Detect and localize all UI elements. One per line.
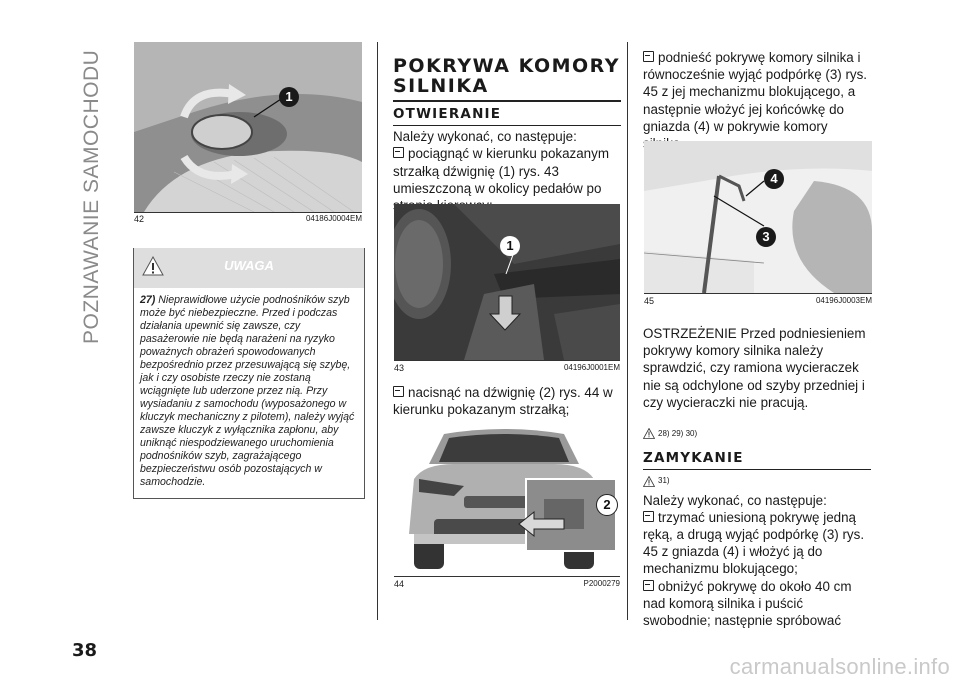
figure-45-image: [644, 141, 872, 293]
figure-45: [644, 141, 872, 294]
callout-number: 4: [764, 169, 784, 189]
reference-numbers: 28) 29) 30): [658, 429, 698, 439]
warning-body: Nieprawidłowe użycie podnośników szyb może być niebezpieczne. Przed i podczas działania upewnić się zawsze, czy pasażerowie nie będą narażeni na ryzyko poważnych obrażeń spowodowanych bezpośrednio przez przesuwającą się szybę, jak i czy osobiste rzeczy nie zostaną wciągnięte lub uderzone przez nią. Przy wysiadaniu z samochodu (wyposażonego w kluczyk mechaniczny z pilotem), należy wyjąć zawsze kluczyk z wyłącznika zapłonu, aby uniknąć niespodziewanego uruchomienia podnośników szyb, zagrażającego bezpieczeństwu osób pozostających w samochodzie.: [140, 294, 355, 488]
figure-45-caption: [644, 296, 872, 306]
bullet-icon: [393, 386, 404, 397]
warning-header: [134, 248, 364, 288]
list-item-text: nacisnąć na dźwignię (2) rys. 44 w kierunku pokazanym strzałką;: [393, 385, 613, 418]
column-middle: [393, 56, 621, 214]
figure-number: 42: [134, 214, 145, 224]
reference-marks: [643, 472, 871, 489]
figure-code: 04196J0003EM: [815, 296, 872, 305]
list-item: [643, 578, 871, 630]
list-item-text: trzymać uniesioną pokrywę jedną ręką, a drugą wyjąć podpórkę (3) rys. 45 z gniazda (4) i włożyć ją do mechanizmu blokującego;: [643, 509, 865, 577]
column-right: [643, 49, 871, 152]
section-heading: POKRYWA KOMORY SILNIKA: [393, 55, 621, 97]
figure-43: [394, 204, 620, 361]
figure-number: 45: [644, 296, 655, 306]
figure-code: 04196J0001EM: [563, 363, 620, 372]
bullet-icon: [643, 511, 654, 522]
column-divider: [377, 42, 378, 620]
bullet-icon: [643, 51, 654, 62]
reference-numbers: 31): [658, 476, 670, 486]
figure-44: [394, 424, 620, 577]
list-item-text: pociągnąć w kierunku pokazanym strzałką dźwignię (1) rys. 43 umieszczoną w okolicy pedałów po: [393, 146, 609, 196]
list-item-text: obniżyć pokrywę do około 40 cm nad komorą silnika i puścić swobodnie; następnie spróbować: [643, 578, 852, 629]
paragraph: Należy wykonać, co następuje:: [393, 129, 577, 145]
caution-paragraph: OSTRZEŻENIE Przed podniesieniem pokrywy komory silnika należy sprawdzić, czy ramiona wycieraczek nie są odchylone od szyby przedniej i czy wycieraczki nie pracują.: [643, 326, 866, 410]
page-number: 38: [72, 640, 98, 661]
callout-number: 1: [279, 87, 299, 107]
list-item: [643, 49, 871, 152]
figure-44-image: [394, 424, 620, 576]
figure-43-image: [394, 204, 620, 360]
warning-text: [134, 288, 364, 489]
subsection-heading: ZAMYKANIE: [643, 450, 744, 467]
figure-42-caption: [134, 214, 362, 224]
warning-number: 27): [140, 294, 156, 306]
callout-number: 3: [756, 227, 776, 247]
warning-box: [133, 248, 365, 499]
warning-title: UWAGA: [224, 258, 274, 273]
figure-43-caption: [394, 363, 620, 373]
figure-number: 43: [394, 363, 405, 373]
list-item: [393, 384, 621, 418]
section-side-title: POZNAWANIE SAMOCHODU: [80, 49, 103, 344]
figure-code: P2000279: [583, 579, 620, 588]
column-middle-lower: [393, 384, 621, 418]
list-item-text: podnieść pokrywę komory silnika i równocześnie wyjąć podpórkę (3) rys. 45 z jej mechanizmu blokującego, a następnie włożyć jej końcówkę do gniazda (4) w pokrywie komory: [643, 50, 868, 134]
subsection-heading: OTWIERANIE: [393, 106, 502, 122]
warning-icon: [643, 428, 655, 439]
figure-42-image: [134, 42, 362, 212]
subheading-rule: [643, 469, 871, 470]
callout-number: 2: [596, 494, 618, 516]
figure-code: 04186J0004EM: [305, 214, 362, 223]
figure-42: [134, 42, 362, 213]
column-divider: [627, 42, 628, 620]
heading-rule: [393, 100, 621, 102]
list-item: [643, 509, 871, 578]
bullet-icon: [643, 580, 654, 591]
paragraph: Należy wykonać, co następuje:: [643, 492, 827, 508]
reference-marks: [643, 425, 871, 442]
subheading-rule: [393, 125, 621, 126]
bullet-icon: [393, 147, 404, 158]
watermark: carmanualsonline.info: [729, 654, 950, 679]
figure-44-caption: [394, 579, 620, 589]
callout-number: 1: [500, 236, 520, 256]
column-right-lower: [643, 325, 871, 629]
warning-icon: [643, 476, 655, 487]
figure-number: 44: [394, 579, 405, 589]
